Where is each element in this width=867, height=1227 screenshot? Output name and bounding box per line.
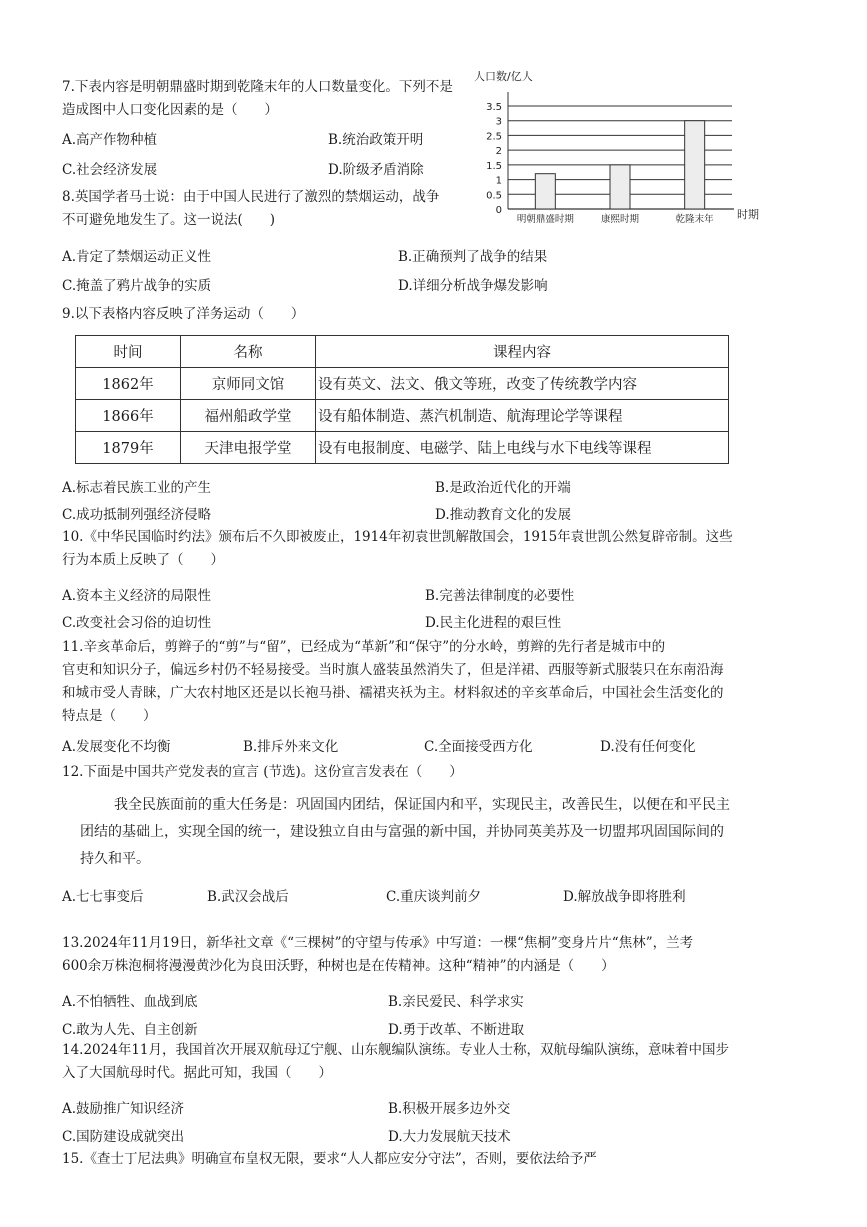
chart-y-tick-label: 2.5 xyxy=(486,131,502,143)
q11-option-b: B.排斥外来文化 xyxy=(243,739,339,755)
q9-option-c: C.成功抵制列强经济侵略 xyxy=(62,507,212,523)
q11-stem-line4: 特点是（ ） xyxy=(62,708,157,724)
q14-option-a: A.鼓励推广知识经济 xyxy=(62,1101,185,1117)
q7-option-d: D.阶级矛盾消除 xyxy=(328,162,424,178)
q12-stem: 12.下面是中国共产党发表的宣言 (节选)。这份宣言发表在（ ） xyxy=(62,764,463,780)
q13-option-b: B.亲民爱民、科学求实 xyxy=(388,994,524,1010)
question-13 xyxy=(62,932,782,978)
q12-option-c: C.重庆谈判前夕 xyxy=(386,889,482,905)
q7-option-c: C.社会经济发展 xyxy=(62,162,158,178)
q14-option-d: D.大力发展航天技术 xyxy=(388,1129,511,1145)
q9-option-d: D.推动教育文化的发展 xyxy=(435,507,572,523)
q10-stem-line2: 行为本质上反映了（ ） xyxy=(62,552,224,568)
chart-category-label: 康熙时期 xyxy=(600,214,640,225)
chart-y-tick-label: 3.5 xyxy=(486,102,502,113)
table-cell-course: 设有船体制造、蒸汽机制造、航海理论学等课程 xyxy=(316,400,729,432)
q13-stem-line1: 13.2024年11月19日，新华社文章《“三棵树”的守望与传承》中写道：一棵“焦桐”变身片片“焦林”，兰考 xyxy=(62,935,694,951)
table-header-name: 名称 xyxy=(181,336,316,368)
q13-option-a: A.不怕牺牲、血战到底 xyxy=(62,994,198,1010)
q11-option-d: D.没有任何变化 xyxy=(600,739,696,755)
q8-option-b: B.正确预判了战争的结果 xyxy=(398,249,548,265)
q13-stem-line2: 600余万株泡桐将漫漫黄沙化为良田沃野，种树也是在传精神。这种“精神”的内涵是（ ） xyxy=(62,958,615,974)
question-11 xyxy=(62,636,782,728)
q9-stem: 9.以下表格内容反映了洋务运动（ ） xyxy=(62,306,305,322)
table-cell-course: 设有英文、法文、俄文等班，改变了传统教学内容 xyxy=(316,368,729,400)
q12-quote xyxy=(80,792,780,873)
q10-option-a: A.资本主义经济的局限性 xyxy=(62,588,212,604)
table-row xyxy=(76,400,729,432)
q7-option-a: A.高产作物种植 xyxy=(62,132,158,148)
q7-stem-line1: 7.下表内容是明朝鼎盛时期到乾隆末年的人口数量变化。下列不是 xyxy=(62,79,453,95)
q10-option-c: C.改变社会习俗的迫切性 xyxy=(62,615,212,631)
table-header-time: 时间 xyxy=(76,336,181,368)
q11-stem-line2: 官吏和知识分子，偏远乡村仍不轻易接受。当时旗人盛装虽然消失了，但是洋裙、西服等新式服装只在东南沿海 xyxy=(62,662,724,678)
chart-y-tick-label: 1 xyxy=(495,175,502,187)
q13-option-c: C.敢为人先、自主创新 xyxy=(62,1022,198,1038)
q7-option-b: B.统治政策开明 xyxy=(328,132,424,148)
question-14 xyxy=(62,1039,782,1085)
chart-y-tick-label: 1.5 xyxy=(486,160,502,172)
chart-x-axis-label: 时期 xyxy=(737,208,759,221)
q14-option-c: C.国防建设成就突出 xyxy=(62,1129,185,1145)
table-header-row xyxy=(76,336,729,368)
chart-category-label: 明朝鼎盛时期 xyxy=(516,214,574,225)
q8-option-c: C.掩盖了鸦片战争的实质 xyxy=(62,278,212,294)
q11-option-a: A.发展变化不均衡 xyxy=(62,739,171,755)
q12-option-a: A.七七事变后 xyxy=(62,889,144,905)
chart-y-tick-label: 0.5 xyxy=(486,190,502,202)
q12-quote-line1: 我全民族面前的重大任务是：巩固国内团结，保证国内和平，实现民主，改善民生，以便在和平民主 xyxy=(114,797,730,813)
q15-stem: 15.《查士丁尼法典》明确宣布皇权无限，要求“人人都应安分守法”，否则，要依法给予严 xyxy=(62,1151,597,1167)
table-cell-year: 1862年 xyxy=(76,368,181,400)
q8-option-a: A.肯定了禁烟运动正义性 xyxy=(62,249,212,265)
q10-option-d: D.民主化进程的艰巨性 xyxy=(425,615,562,631)
table-header-course: 课程内容 xyxy=(316,336,729,368)
q12-quote-line3: 持久和平。 xyxy=(80,851,150,867)
q8-stem-line2: 不可避免地发生了。这一说法( ) xyxy=(62,212,276,228)
q13-option-d: D.勇于改革、不断进取 xyxy=(388,1022,525,1038)
q10-stem-line1: 10.《中华民国临时约法》颁布后不久即被废止，1914年初袁世凯解散国会，1915年袁世凯公然复辟帝制。这些 xyxy=(62,529,733,545)
q10-option-b: B.完善法律制度的必要性 xyxy=(425,588,575,604)
q7-stem-line2: 造成图中人口变化因素的是（ ） xyxy=(62,102,278,118)
q14-option-b: B.积极开展多边外交 xyxy=(388,1101,511,1117)
q11-option-c: C.全面接受西方化 xyxy=(424,739,533,755)
q11-stem-line3: 和城市受人青睐，广大农村地区还是以长袍马褂、襦裙夹袄为主。材料叙述的辛亥革命后，中国社会生活变化的 xyxy=(62,685,724,701)
q12-option-b: B.武汉会战后 xyxy=(207,889,289,905)
q9-table xyxy=(75,335,729,464)
table-row xyxy=(76,368,729,400)
chart-y-tick-label: 0 xyxy=(495,205,502,216)
table-cell-course: 设有电报制度、电磁学、陆上电线与水下电线等课程 xyxy=(316,432,729,464)
table-cell-year: 1866年 xyxy=(76,400,181,432)
q12-quote-line2: 团结的基础上，实现全国的统一，建设独立自由与富强的新中国，并协同英美苏及一切盟邦巩固国际间的 xyxy=(80,824,724,840)
q9-option-a: A.标志着民族工业的产生 xyxy=(62,480,212,496)
table-cell-school: 京师同文馆 xyxy=(181,368,316,400)
chart-y-axis-label: 人口数/亿人 xyxy=(474,70,533,83)
table-cell-school: 福州船政学堂 xyxy=(181,400,316,432)
q12-option-d: D.解放战争即将胜利 xyxy=(563,889,686,905)
q11-stem-line1: 11.辛亥革命后，剪辫子的“剪”与“留”，已经成为“革新”和“保守”的分水岭，剪辫的先行者是城市中的 xyxy=(62,639,666,655)
question-10 xyxy=(62,526,782,572)
q14-stem-line2: 入了大国航母时代。据此可知，我国（ ） xyxy=(62,1065,332,1081)
chart-y-tick-label: 3 xyxy=(495,116,502,128)
table-row xyxy=(76,432,729,464)
q8-stem-line1: 8.英国学者马士说：由于中国人民进行了激烈的禁烟运动，战争 xyxy=(62,189,440,205)
chart-category-label: 乾隆末年 xyxy=(675,214,714,225)
table-cell-year: 1879年 xyxy=(76,432,181,464)
q14-stem-line1: 14.2024年11月，我国首次开展双航母辽宁舰、山东舰编队演练。专业人士称，双航母编队演练，意味着中国步 xyxy=(62,1042,730,1058)
q9-option-b: B.是政治近代化的开端 xyxy=(435,480,571,496)
q8-option-d: D.详细分析战争爆发影响 xyxy=(398,278,548,294)
question-8 xyxy=(62,186,782,232)
chart-y-tick-label: 2 xyxy=(495,146,502,158)
table-cell-school: 天津电报学堂 xyxy=(181,432,316,464)
